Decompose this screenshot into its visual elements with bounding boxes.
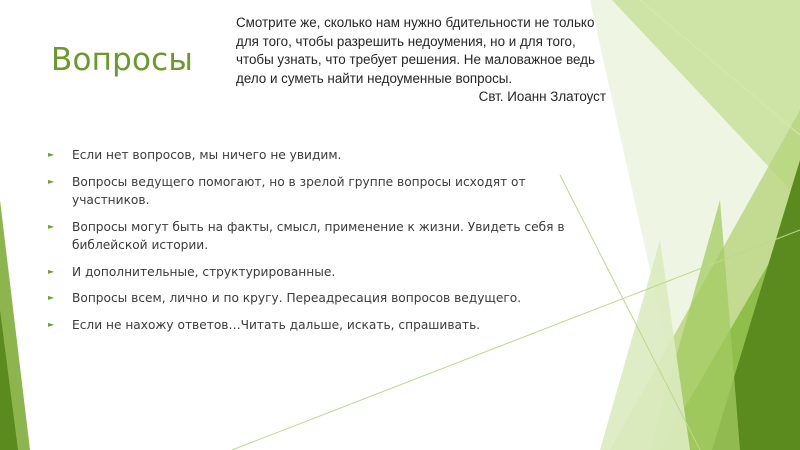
quote-author: Свт. Иоанн Златоуст <box>478 89 606 105</box>
epigraph-quote <box>236 14 606 107</box>
bullet-arrow-icon: ► <box>48 221 55 231</box>
bullet-list <box>48 146 588 342</box>
quote-text: Смотрите же, сколько нам нужно бдительности не только для того, чтобы разрешить недоумения, но и для того, чтобы узнать, что требует решения. Не маловажное ведь дело и суметь найти недоуменные вопросы. <box>236 15 595 86</box>
bullet-arrow-icon: ► <box>48 293 55 302</box>
bullet-arrow-icon: ► <box>48 176 55 186</box>
bullet-arrow-icon: ► <box>48 319 55 329</box>
list-item <box>48 316 588 335</box>
list-item-text: И дополнительные, структурированные. <box>72 264 336 279</box>
list-item-text: Вопросы всем, лично и по кругу. Переадресация вопросов ведущего. <box>72 291 522 305</box>
list-item <box>48 173 588 210</box>
bullet-arrow-icon: ► <box>48 266 55 276</box>
list-item <box>48 146 588 165</box>
list-item <box>48 289 588 308</box>
list-item-text: Вопросы могут быть на факты, смысл, применение к жизни. Увидеть себя в библейской истории. <box>72 219 565 252</box>
list-item-text: Если нет вопросов, мы ничего не увидим. <box>72 148 342 162</box>
list-item <box>48 263 588 282</box>
list-item <box>48 218 588 255</box>
bullet-arrow-icon: ► <box>48 150 55 159</box>
list-item-text: Вопросы ведущего помогают, но в зрелой группе вопросы исходят от участников. <box>72 174 526 207</box>
list-item-text: Если не нахожу ответов…Читать дальше, искать, спрашивать. <box>72 317 481 332</box>
page-title: Вопросы <box>51 42 194 78</box>
